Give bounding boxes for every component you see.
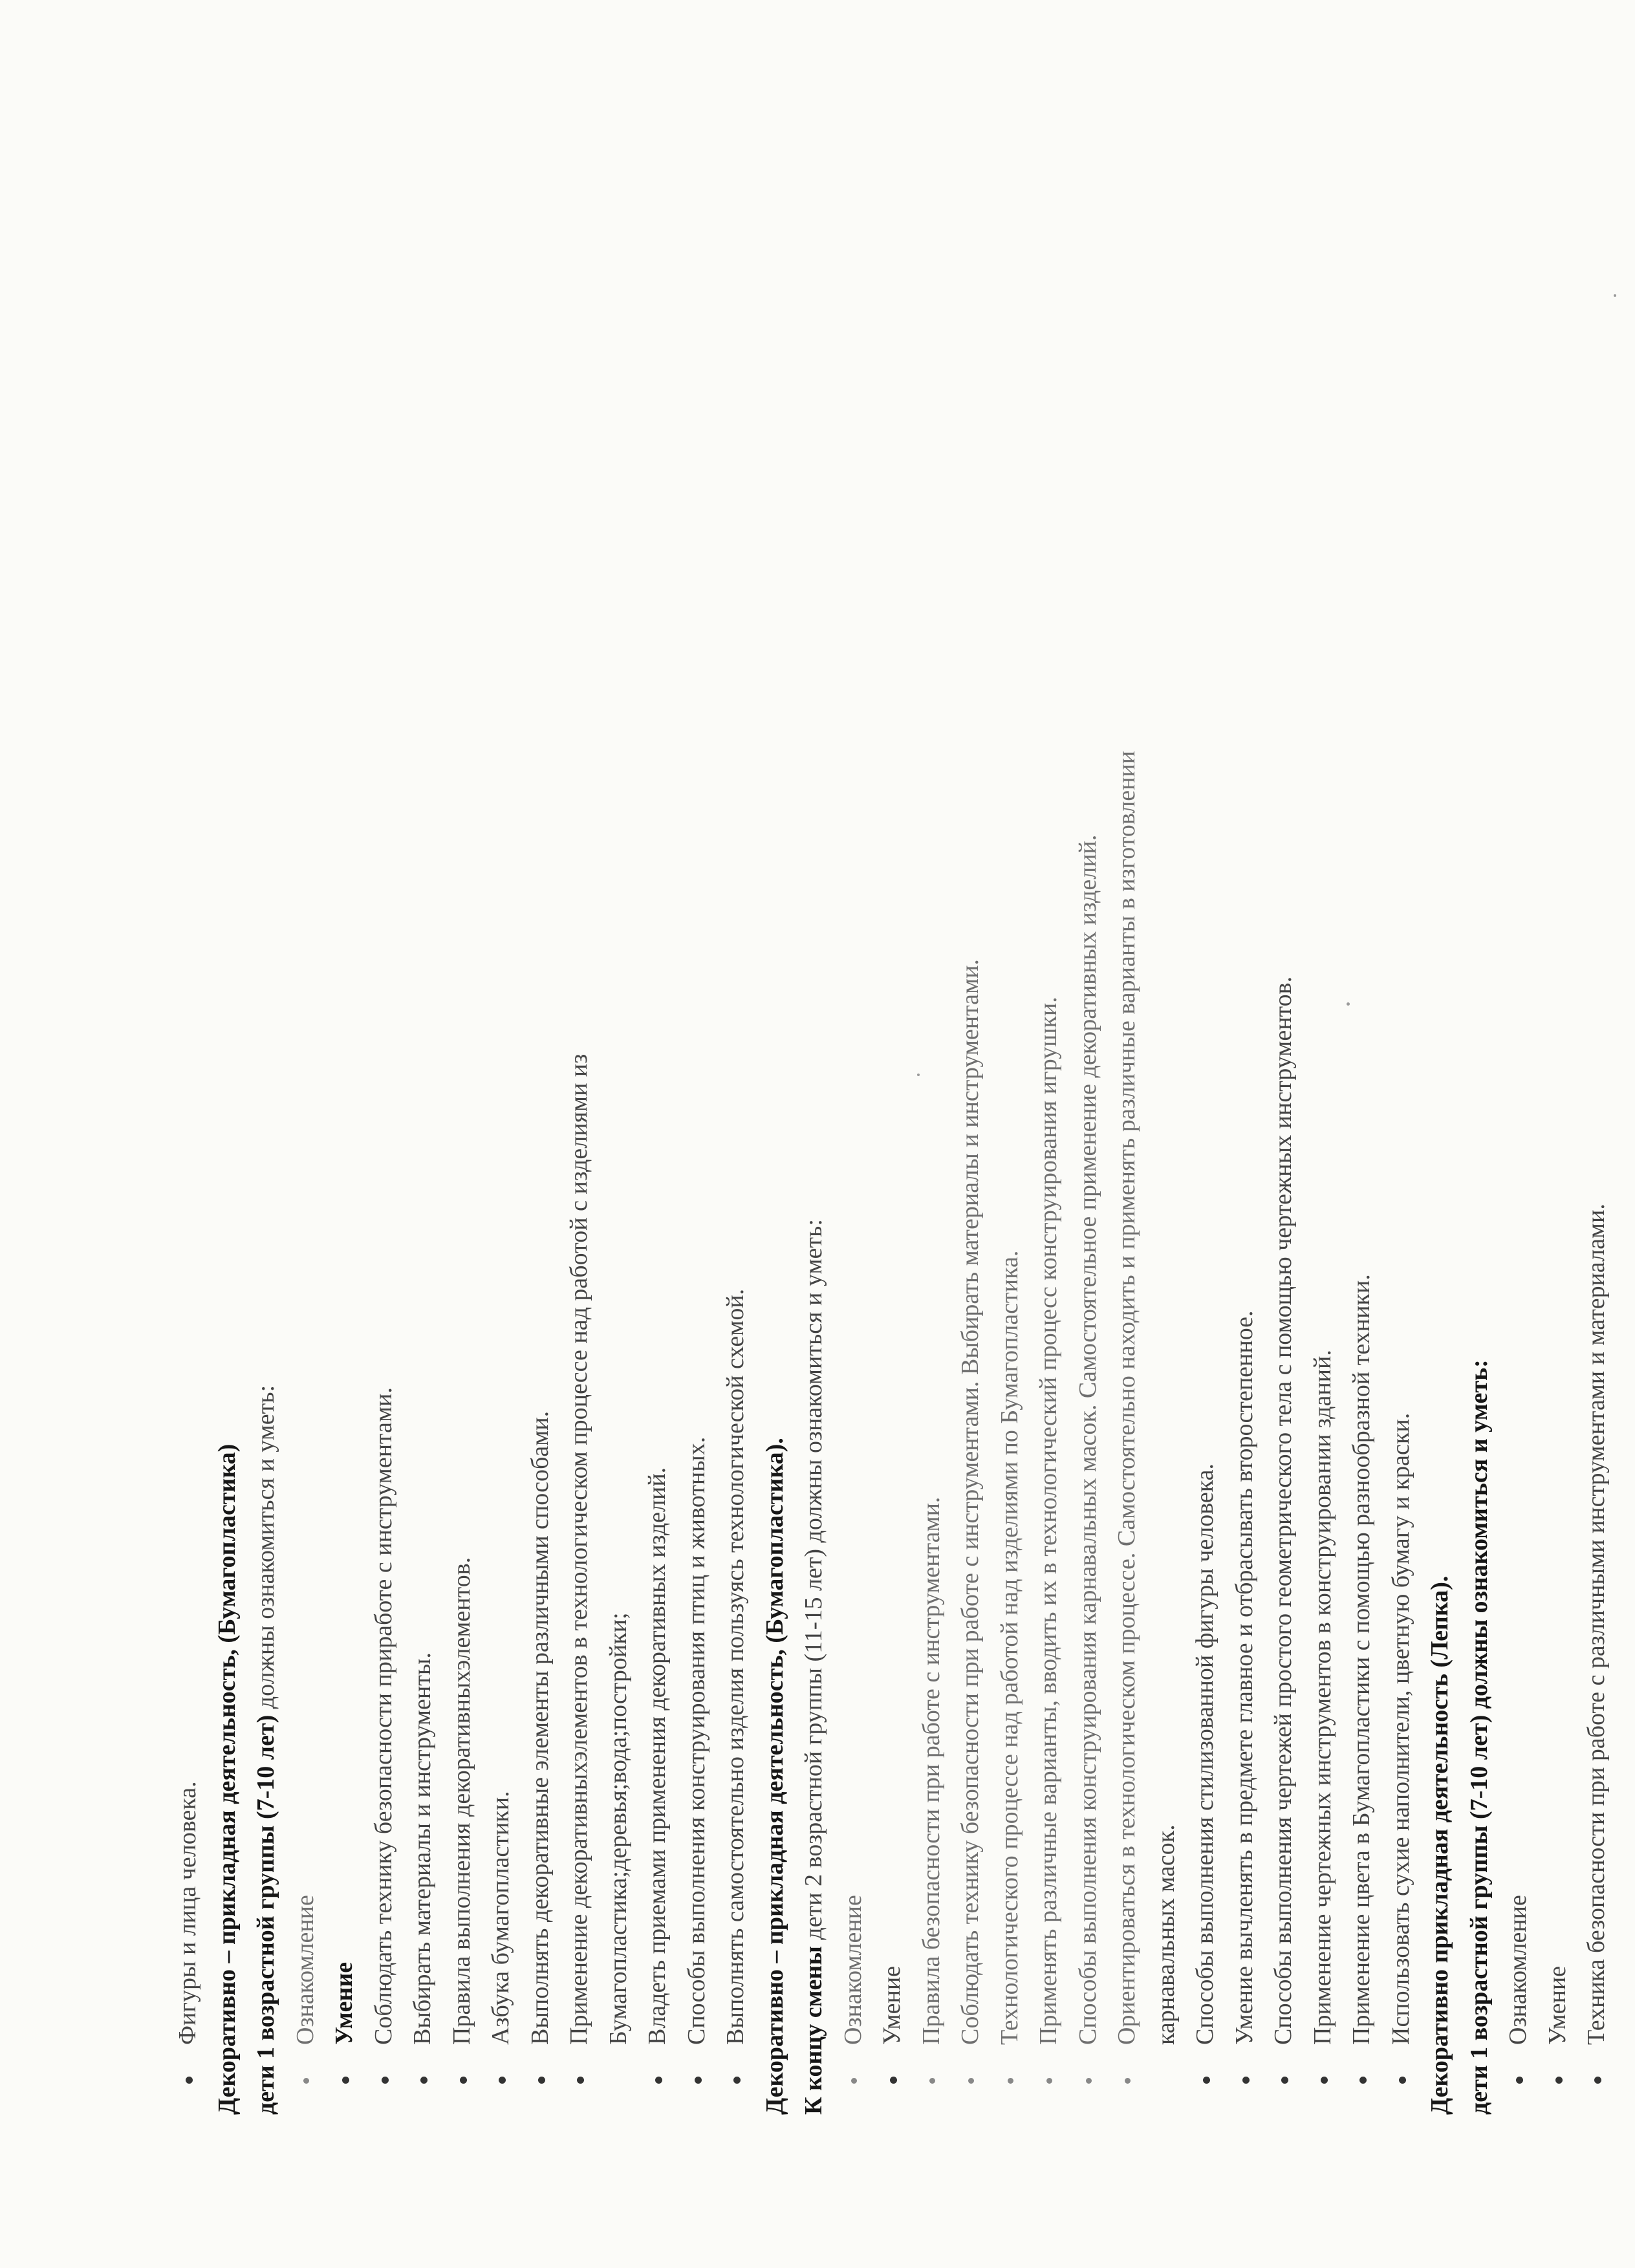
line-text: дети 2 возрастной группы (11-15 лет) должны ознакомиться и уметь:	[800, 1219, 827, 1947]
line-text: Выполнять декоративные элементы различными способами.	[526, 1410, 554, 2045]
line-text: Соблюдать технику безопасности при работе с инструментами. Выбирать материалы и инструментами.	[957, 959, 984, 2045]
line-text: Азбука бумагопластики.	[487, 1791, 514, 2045]
line-text: Применение цвета в Бумагопластики с помощью разнообразной техники.	[1348, 1274, 1375, 2045]
list-item	[1264, 175, 1303, 2115]
line-text: Использовать сухие наполнители, цветную бумагу и краски.	[1387, 1412, 1414, 2045]
list-item	[1577, 175, 1616, 2115]
line-text: Применение декоративныхэлементов в технологическом процессе над работой с изделиями из	[565, 1053, 592, 2045]
group-intro	[246, 175, 286, 2115]
line-text: Способы выполнения конструирования птиц и животных.	[682, 1436, 710, 2045]
group-intro	[794, 175, 834, 2115]
line-text: Умение	[1543, 1965, 1571, 2045]
line-text: Ориентироваться в технологическом процессе. Самостоятельно находить и применять различные варианты в изготовлении	[1113, 750, 1140, 2045]
list-item	[1303, 175, 1343, 2115]
line-text: Ознакомление	[291, 1895, 319, 2045]
line-text: Технологического процессе над работой над изделиями по Бумагопластика.	[995, 1250, 1023, 2045]
list-item	[834, 175, 873, 2115]
list-item	[521, 175, 560, 2115]
list-item-continuation	[599, 175, 638, 2115]
list-item	[638, 175, 677, 2115]
line-text: Правила безопасности при работе с инструментами.	[917, 1496, 945, 2045]
section-heading	[755, 175, 795, 2115]
list-item	[677, 175, 717, 2115]
list-item	[716, 175, 755, 2115]
line-text: Декоративно прикладная деятельность (Лепка).	[1426, 1575, 1453, 2115]
line-text: Техника безопасности при работе с различными инструментами и материалами.	[1583, 1204, 1610, 2045]
list-item	[286, 175, 325, 2115]
line-text: Соблюдать технику безопасности приработе с инструментами.	[369, 1387, 397, 2045]
bold-fragment: дети 1 возрастной группы (7-10 лет)	[252, 1714, 279, 2115]
line-text: Выбирать материалы и инструменты.	[409, 1652, 436, 2045]
list-item	[1381, 175, 1421, 2115]
list-item	[168, 175, 208, 2115]
line-text: Способы выполнения стилизованной фигуры человека.	[1191, 1463, 1218, 2045]
list-item	[912, 175, 951, 2115]
list-item	[1538, 175, 1577, 2115]
line-text: Ознакомление	[839, 1895, 867, 2045]
line-text: Умение вычленять в предмете главное и отбрасывать второстепенное.	[1230, 1310, 1258, 2045]
line-text: Правила выполнения декоративныхэлементов.	[448, 1557, 475, 2045]
line-text: Владеть приемами применения декоративных изделий.	[644, 1467, 671, 2045]
list-item	[1342, 175, 1381, 2115]
list-item	[951, 175, 990, 2115]
line-text: карнавальных масок.	[1152, 1824, 1180, 2045]
line-text: Применять различные варианты, вводить их в технологический процесс конструирования игрушки.	[1035, 997, 1062, 2045]
list-item	[1499, 175, 1538, 2115]
section-heading	[1420, 175, 1460, 2115]
list-item	[1029, 175, 1068, 2115]
rotated-document-page	[168, 175, 1616, 2115]
line-text: Фигуры и лица человека.	[174, 1781, 201, 2045]
list-item	[325, 175, 364, 2115]
list-item	[990, 175, 1030, 2115]
line-text: Ознакомление	[1504, 1895, 1532, 2045]
list-item	[403, 175, 442, 2115]
list-item	[481, 175, 521, 2115]
list-item	[1186, 175, 1225, 2115]
line-text: должны ознакомиться и уметь:	[252, 1385, 279, 1715]
section-heading	[208, 175, 247, 2115]
line-text: Декоративно – прикладная деятельность, (Бумагопластика).	[761, 1438, 788, 2115]
line-text: Применение чертежных инструментов в конструировании зданий.	[1308, 1350, 1336, 2045]
bold-fragment: К концу смены	[800, 1946, 827, 2115]
list-item	[1107, 175, 1147, 2115]
list-item	[872, 175, 912, 2115]
line-text: Способы выполнения конструирования карнавальных масок. Самостоятельное применение декоративных изделий.	[1074, 834, 1101, 2045]
list-item	[1225, 175, 1264, 2115]
list-item-continuation	[1147, 175, 1186, 2115]
line-text: Умение	[330, 1961, 358, 2045]
line-text: Бумагопластика;деревья;вода;постройки;	[604, 1612, 632, 2045]
bold-fragment: дети 1 возрастной группы (7-10 лет) должны ознакомиться и уметь:	[1465, 1359, 1493, 2115]
list-item	[559, 175, 599, 2115]
line-text: Декоративно – прикладная деятельность, (Бумагопластика)	[213, 1443, 241, 2115]
list-item	[442, 175, 482, 2115]
line-text: Умение	[878, 1965, 905, 2045]
group-intro	[1460, 175, 1499, 2115]
list-item	[1068, 175, 1108, 2115]
line-text: Выполнять самостоятельно изделия пользуясь технологической схемой.	[722, 1288, 749, 2045]
line-text: Способы выполнения чертежей простого геометрического тела с помощью чертежных инструментов.	[1270, 976, 1297, 2045]
list-item	[364, 175, 404, 2115]
